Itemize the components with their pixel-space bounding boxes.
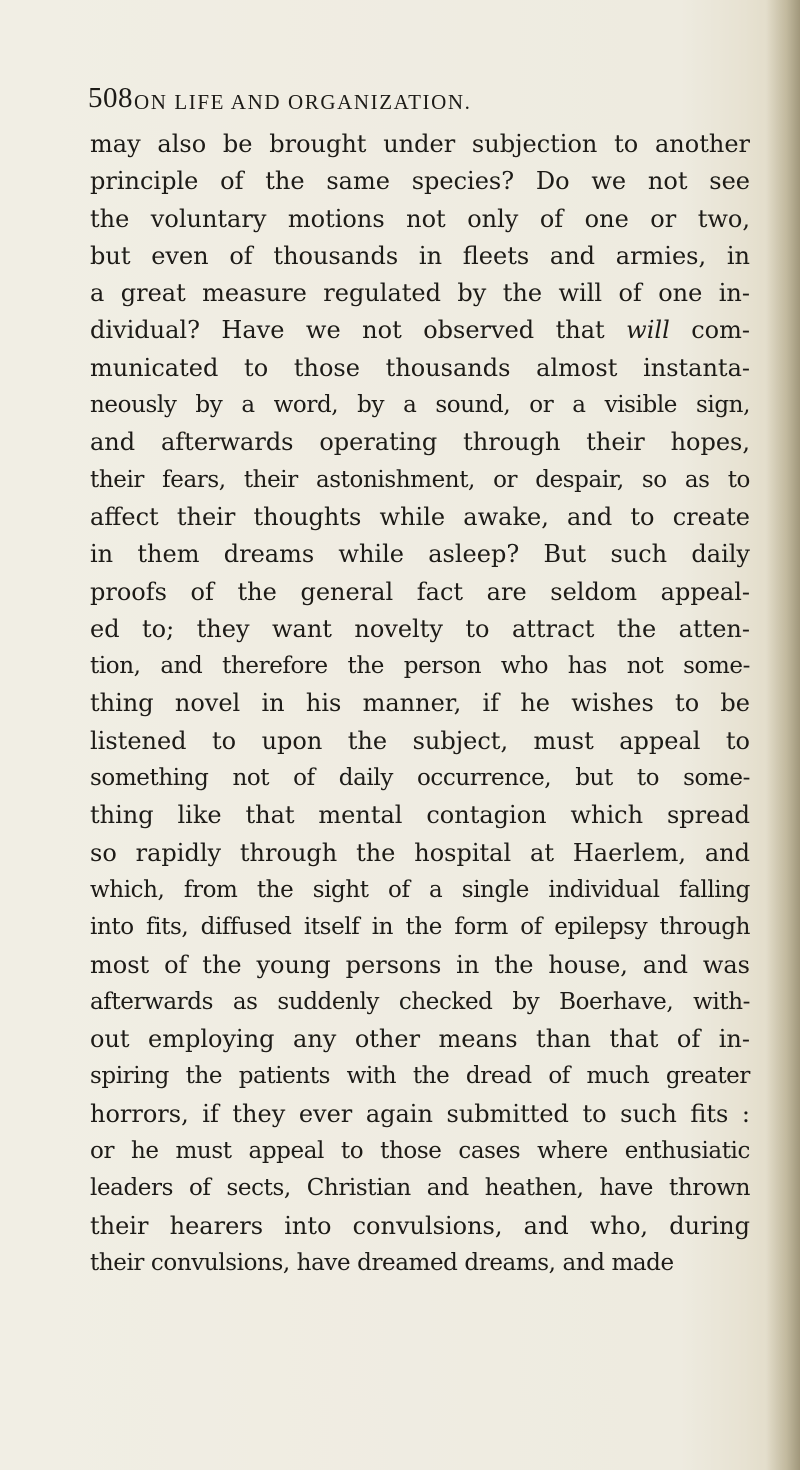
text-line: something not of daily occurrence, but to some-	[90, 765, 750, 792]
text-line: their hearers into convulsions, and who, during	[90, 1211, 750, 1240]
text-line: proofs of the general fact are seldom appeal-	[90, 577, 750, 606]
body-text	[90, 126, 750, 1282]
text-line: spiring the patients with the dread of much greater	[90, 1063, 750, 1090]
text-line: municated to those thousands almost instanta-	[90, 353, 750, 382]
text-line: listened to upon the subject, must appeal to	[90, 726, 750, 755]
text-line: affect their thoughts while awake, and to create	[90, 502, 750, 531]
text-line: a great measure regulated by the will of one in-	[90, 279, 750, 308]
text-line: which, from the sight of a single individual falling	[90, 876, 750, 903]
text-line: thing like that mental contagion which spread	[90, 801, 750, 830]
text-line: the voluntary motions not only of one or two,	[90, 204, 750, 233]
running-head: ON LIFE AND ORGANIZATION.	[134, 90, 472, 114]
text-line: afterwards as suddenly checked by Boerhave, with-	[90, 988, 750, 1015]
page-edge-shadow	[766, 0, 800, 1470]
text-line: their fears, their astonishment, or despair, so as to	[90, 466, 750, 493]
text-line: leaders of sects, Christian and heathen, have thrown	[90, 1175, 750, 1202]
text-line: neously by a word, by a sound, or a visible sign,	[90, 392, 750, 419]
text-line: dividual? Have we not observed that will com-	[90, 316, 750, 345]
text-line: may also be brought under subjection to another	[90, 130, 750, 158]
text-line: so rapidly through the hospital at Haerlem, and	[90, 838, 750, 867]
text-line: ed to; they want novelty to attract the atten-	[90, 614, 750, 643]
text-line: tion, and therefore the person who has not some-	[90, 653, 750, 680]
text-line: their convulsions, have dreamed dreams, and made	[90, 1249, 674, 1276]
page-number: 508	[88, 82, 133, 114]
text-line: horrors, if they ever again submitted to such fits :	[90, 1099, 750, 1128]
text-line: principle of the same species? Do we not see	[90, 167, 750, 196]
text-line: most of the young persons in the house, and was	[90, 950, 750, 979]
text-line: out employing any other means than that of in-	[90, 1025, 750, 1054]
text-line: and afterwards operating through their hopes,	[90, 428, 750, 457]
text-line: but even of thousands in fleets and armies, in	[90, 241, 750, 270]
text-line: into fits, diffused itself in the form of epilepsy through	[90, 914, 750, 941]
text-line: in them dreams while asleep? But such daily	[90, 540, 750, 569]
page-header	[88, 78, 728, 118]
text-line: thing novel in his manner, if he wishes to be	[90, 689, 750, 718]
text-line: or he must appeal to those cases where enthusiatic	[90, 1138, 750, 1165]
italic-word: will	[626, 316, 670, 345]
